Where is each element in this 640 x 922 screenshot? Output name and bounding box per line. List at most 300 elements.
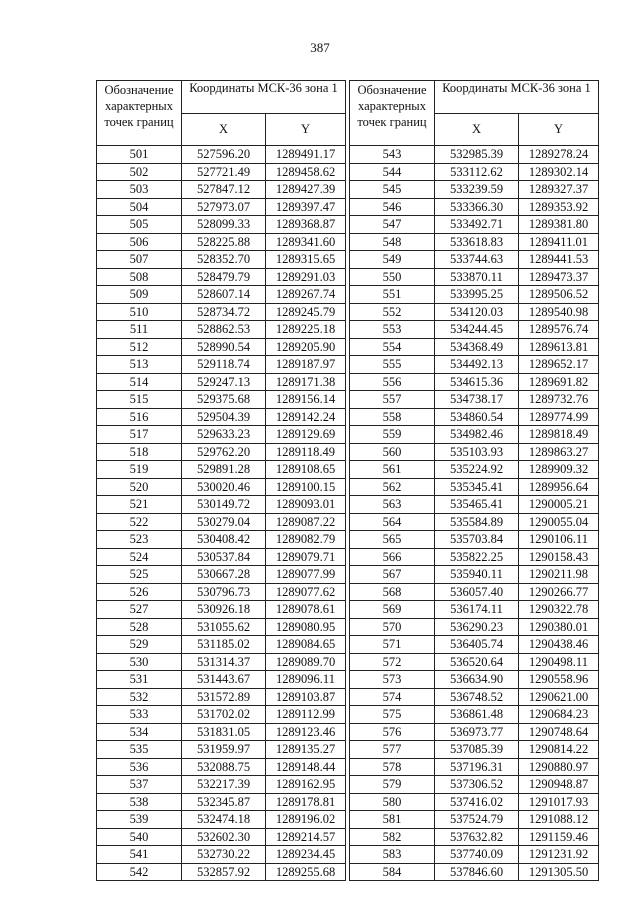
y-coordinate-cell: 1289089.70: [266, 653, 346, 671]
x-coordinate-cell: 535584.89: [435, 513, 519, 531]
x-coordinate-cell: 530926.18: [182, 601, 266, 619]
y-coordinate-cell: 1289118.49: [266, 443, 346, 461]
point-number-cell: 564: [350, 513, 435, 531]
y-coordinate-cell: 1289473.37: [519, 268, 599, 286]
x-coordinate-cell: 537196.31: [435, 758, 519, 776]
point-number-cell: 509: [97, 286, 182, 304]
table-row: [350, 583, 599, 601]
point-number-cell: 528: [97, 618, 182, 636]
x-coordinate-cell: 527973.07: [182, 198, 266, 216]
point-number-cell: 530: [97, 653, 182, 671]
table-row: [350, 811, 599, 829]
point-number-cell: 574: [350, 688, 435, 706]
table-row: [97, 216, 346, 234]
y-coordinate-cell: 1289100.15: [266, 478, 346, 496]
point-number-cell: 545: [350, 181, 435, 199]
y-coordinate-cell: 1290684.23: [519, 706, 599, 724]
x-coordinate-cell: 535345.41: [435, 478, 519, 496]
y-coordinate-cell: 1289084.65: [266, 636, 346, 654]
table-row: [97, 793, 346, 811]
table-row: [350, 653, 599, 671]
y-coordinate-cell: 1289540.98: [519, 303, 599, 321]
table-row: [97, 758, 346, 776]
x-coordinate-cell: 529375.68: [182, 391, 266, 409]
x-coordinate-cell: 532088.75: [182, 758, 266, 776]
table-row: [97, 443, 346, 461]
y-coordinate-cell: 1289148.44: [266, 758, 346, 776]
x-coordinate-cell: 531702.02: [182, 706, 266, 724]
point-label-header: Обозначение характерных точек границ: [350, 81, 435, 146]
point-number-cell: 519: [97, 461, 182, 479]
x-coordinate-cell: 528352.70: [182, 251, 266, 269]
y-coordinate-cell: 1289112.99: [266, 706, 346, 724]
table-row: [350, 251, 599, 269]
table-row: [97, 303, 346, 321]
x-coordinate-cell: 530796.73: [182, 583, 266, 601]
point-number-cell: 565: [350, 531, 435, 549]
table-row: [97, 356, 346, 374]
table-row: [350, 181, 599, 199]
table-row: [97, 408, 346, 426]
point-number-cell: 546: [350, 198, 435, 216]
point-number-cell: 580: [350, 793, 435, 811]
x-coordinate-cell: 537085.39: [435, 741, 519, 759]
table-row: [97, 583, 346, 601]
point-number-cell: 548: [350, 233, 435, 251]
point-number-cell: 508: [97, 268, 182, 286]
x-coordinate-cell: 531314.37: [182, 653, 266, 671]
y-coordinate-cell: 1289909.32: [519, 461, 599, 479]
point-number-cell: 562: [350, 478, 435, 496]
x-coordinate-cell: 532345.87: [182, 793, 266, 811]
x-coordinate-cell: 534244.45: [435, 321, 519, 339]
table-row: [97, 811, 346, 829]
coords-group-header: Координаты МСК-36 зона 1: [435, 81, 599, 114]
x-coordinate-cell: 536520.64: [435, 653, 519, 671]
y-coordinate-cell: 1289196.02: [266, 811, 346, 829]
table-row: [97, 146, 346, 164]
x-coordinate-cell: 534120.03: [435, 303, 519, 321]
point-number-cell: 529: [97, 636, 182, 654]
point-number-cell: 514: [97, 373, 182, 391]
x-coordinate-cell: 535103.93: [435, 443, 519, 461]
x-coordinate-cell: 531572.89: [182, 688, 266, 706]
point-number-cell: 560: [350, 443, 435, 461]
y-coordinate-cell: 1290055.04: [519, 513, 599, 531]
point-number-cell: 579: [350, 776, 435, 794]
y-coordinate-cell: 1289178.81: [266, 793, 346, 811]
x-coordinate-cell: 533239.59: [435, 181, 519, 199]
table-row: [350, 286, 599, 304]
point-number-cell: 573: [350, 671, 435, 689]
table-row: [97, 863, 346, 881]
y-coordinate-cell: 1289245.79: [266, 303, 346, 321]
y-column-header: Y: [519, 114, 599, 146]
point-number-cell: 507: [97, 251, 182, 269]
table-row: [350, 741, 599, 759]
x-coordinate-cell: 528479.79: [182, 268, 266, 286]
y-coordinate-cell: 1289732.76: [519, 391, 599, 409]
table-row: [350, 146, 599, 164]
y-coordinate-cell: 1290438.46: [519, 636, 599, 654]
x-coordinate-cell: 537846.60: [435, 863, 519, 881]
x-coordinate-cell: 528990.54: [182, 338, 266, 356]
y-coordinate-cell: 1290880.97: [519, 758, 599, 776]
x-coordinate-cell: 536748.52: [435, 688, 519, 706]
table-row: [350, 391, 599, 409]
table-row: [97, 496, 346, 514]
point-number-cell: 556: [350, 373, 435, 391]
x-coordinate-cell: 536973.77: [435, 723, 519, 741]
y-coordinate-cell: 1290380.01: [519, 618, 599, 636]
y-coordinate-cell: 1291017.93: [519, 793, 599, 811]
point-number-cell: 555: [350, 356, 435, 374]
x-coordinate-cell: 532602.30: [182, 828, 266, 846]
y-coordinate-cell: 1289441.53: [519, 251, 599, 269]
x-coordinate-cell: 535940.11: [435, 566, 519, 584]
table-row: [350, 706, 599, 724]
y-coordinate-cell: 1289108.65: [266, 461, 346, 479]
y-coordinate-cell: 1289458.62: [266, 163, 346, 181]
point-number-cell: 582: [350, 828, 435, 846]
point-number-cell: 539: [97, 811, 182, 829]
point-number-cell: 531: [97, 671, 182, 689]
table-row: [350, 688, 599, 706]
point-number-cell: 518: [97, 443, 182, 461]
table-row: [97, 461, 346, 479]
point-number-cell: 517: [97, 426, 182, 444]
x-coordinate-cell: 533870.11: [435, 268, 519, 286]
table-row: [97, 513, 346, 531]
table-row: [350, 548, 599, 566]
point-number-cell: 540: [97, 828, 182, 846]
table-row: [97, 268, 346, 286]
table-row: [97, 828, 346, 846]
table-row: [350, 321, 599, 339]
point-number-cell: 535: [97, 741, 182, 759]
y-coordinate-cell: 1289162.95: [266, 776, 346, 794]
y-coordinate-cell: 1290005.21: [519, 496, 599, 514]
table-row: [97, 846, 346, 864]
table-row: [350, 198, 599, 216]
table-row: [97, 181, 346, 199]
point-number-cell: 583: [350, 846, 435, 864]
x-coordinate-cell: 530408.42: [182, 531, 266, 549]
point-number-cell: 543: [350, 146, 435, 164]
table-row: [97, 706, 346, 724]
table-row: [97, 163, 346, 181]
y-coordinate-cell: 1291088.12: [519, 811, 599, 829]
y-coordinate-cell: 1289156.14: [266, 391, 346, 409]
y-coordinate-cell: 1289129.69: [266, 426, 346, 444]
y-coordinate-cell: 1289135.27: [266, 741, 346, 759]
point-number-cell: 538: [97, 793, 182, 811]
point-number-cell: 541: [97, 846, 182, 864]
table-row: [350, 303, 599, 321]
point-number-cell: 577: [350, 741, 435, 759]
x-coordinate-cell: 531055.62: [182, 618, 266, 636]
point-number-cell: 550: [350, 268, 435, 286]
table-row: [350, 531, 599, 549]
table-row: [97, 601, 346, 619]
table-row: [350, 863, 599, 881]
x-coordinate-cell: 533492.71: [435, 216, 519, 234]
y-coordinate-cell: 1289818.49: [519, 426, 599, 444]
table-row: [350, 636, 599, 654]
point-number-cell: 572: [350, 653, 435, 671]
y-coordinate-cell: 1289077.62: [266, 583, 346, 601]
table-row: [350, 478, 599, 496]
x-coordinate-cell: 529247.13: [182, 373, 266, 391]
x-coordinate-cell: 530279.04: [182, 513, 266, 531]
x-coordinate-cell: 533995.25: [435, 286, 519, 304]
table-row: [97, 566, 346, 584]
table-row: [350, 356, 599, 374]
point-number-cell: 513: [97, 356, 182, 374]
x-coordinate-cell: 532217.39: [182, 776, 266, 794]
x-coordinate-cell: 527847.12: [182, 181, 266, 199]
x-coordinate-cell: 528099.33: [182, 216, 266, 234]
y-coordinate-cell: 1290266.77: [519, 583, 599, 601]
x-coordinate-cell: 537740.09: [435, 846, 519, 864]
x-coordinate-cell: 536861.48: [435, 706, 519, 724]
point-number-cell: 542: [97, 863, 182, 881]
x-coordinate-cell: 536290.23: [435, 618, 519, 636]
table-row: [350, 793, 599, 811]
point-number-cell: 501: [97, 146, 182, 164]
x-coordinate-cell: 533112.62: [435, 163, 519, 181]
table-row: [97, 618, 346, 636]
x-coordinate-cell: 534368.49: [435, 338, 519, 356]
y-coordinate-cell: 1291159.46: [519, 828, 599, 846]
point-number-cell: 549: [350, 251, 435, 269]
x-coordinate-cell: 535822.25: [435, 548, 519, 566]
point-label-header: Обозначение характерных точек границ: [97, 81, 182, 146]
x-coordinate-cell: 535224.92: [435, 461, 519, 479]
x-coordinate-cell: 537416.02: [435, 793, 519, 811]
y-coordinate-cell: 1289103.87: [266, 688, 346, 706]
table-row: [350, 758, 599, 776]
y-coordinate-cell: 1289353.92: [519, 198, 599, 216]
table-row: [97, 723, 346, 741]
table-row: [97, 531, 346, 549]
x-coordinate-cell: 531185.02: [182, 636, 266, 654]
y-coordinate-cell: 1289691.82: [519, 373, 599, 391]
point-number-cell: 527: [97, 601, 182, 619]
table-row: [350, 163, 599, 181]
x-coordinate-cell: 529891.28: [182, 461, 266, 479]
table-row: [350, 828, 599, 846]
table-row: [97, 776, 346, 794]
point-number-cell: 526: [97, 583, 182, 601]
point-number-cell: 532: [97, 688, 182, 706]
x-coordinate-cell: 537632.82: [435, 828, 519, 846]
y-coordinate-cell: 1289255.68: [266, 863, 346, 881]
table-row: [97, 688, 346, 706]
y-coordinate-cell: 1289774.99: [519, 408, 599, 426]
y-coordinate-cell: 1290748.64: [519, 723, 599, 741]
point-number-cell: 503: [97, 181, 182, 199]
point-number-cell: 502: [97, 163, 182, 181]
x-coordinate-cell: 536174.11: [435, 601, 519, 619]
y-coordinate-cell: 1289096.11: [266, 671, 346, 689]
point-number-cell: 523: [97, 531, 182, 549]
table-row: [350, 513, 599, 531]
x-coordinate-cell: 533366.30: [435, 198, 519, 216]
y-coordinate-cell: 1289079.71: [266, 548, 346, 566]
table-row: [97, 636, 346, 654]
x-coordinate-cell: 534738.17: [435, 391, 519, 409]
y-coordinate-cell: 1289080.95: [266, 618, 346, 636]
y-coordinate-cell: 1289093.01: [266, 496, 346, 514]
y-column-header: Y: [266, 114, 346, 146]
table-row: [97, 321, 346, 339]
point-number-cell: 557: [350, 391, 435, 409]
x-coordinate-cell: 536057.40: [435, 583, 519, 601]
x-column-header: X: [435, 114, 519, 146]
y-coordinate-cell: 1289077.99: [266, 566, 346, 584]
point-number-cell: 536: [97, 758, 182, 776]
point-number-cell: 570: [350, 618, 435, 636]
table-row: [350, 426, 599, 444]
coordinates-table-left: [96, 80, 346, 881]
y-coordinate-cell: 1289576.74: [519, 321, 599, 339]
y-coordinate-cell: 1289225.18: [266, 321, 346, 339]
table-row: [350, 216, 599, 234]
point-number-cell: 578: [350, 758, 435, 776]
x-column-header: X: [182, 114, 266, 146]
x-coordinate-cell: 537524.79: [435, 811, 519, 829]
y-coordinate-cell: 1290498.11: [519, 653, 599, 671]
y-coordinate-cell: 1290948.87: [519, 776, 599, 794]
table-body: [97, 146, 346, 881]
point-number-cell: 552: [350, 303, 435, 321]
point-number-cell: 506: [97, 233, 182, 251]
table-row: [350, 566, 599, 584]
y-coordinate-cell: 1290211.98: [519, 566, 599, 584]
point-number-cell: 522: [97, 513, 182, 531]
point-number-cell: 568: [350, 583, 435, 601]
x-coordinate-cell: 534615.36: [435, 373, 519, 391]
y-coordinate-cell: 1289142.24: [266, 408, 346, 426]
point-number-cell: 569: [350, 601, 435, 619]
point-number-cell: 512: [97, 338, 182, 356]
x-coordinate-cell: 535465.41: [435, 496, 519, 514]
x-coordinate-cell: 533618.83: [435, 233, 519, 251]
x-coordinate-cell: 534860.54: [435, 408, 519, 426]
point-number-cell: 547: [350, 216, 435, 234]
table-row: [97, 653, 346, 671]
table-row: [97, 391, 346, 409]
y-coordinate-cell: 1289397.47: [266, 198, 346, 216]
table-row: [97, 198, 346, 216]
point-number-cell: 537: [97, 776, 182, 794]
y-coordinate-cell: 1290158.43: [519, 548, 599, 566]
table-row: [97, 373, 346, 391]
x-coordinate-cell: 531443.67: [182, 671, 266, 689]
coords-group-header: Координаты МСК-36 зона 1: [182, 81, 346, 114]
x-coordinate-cell: 530667.28: [182, 566, 266, 584]
table-row: [350, 671, 599, 689]
table-row: [350, 268, 599, 286]
point-number-cell: 511: [97, 321, 182, 339]
y-coordinate-cell: 1289087.22: [266, 513, 346, 531]
y-coordinate-cell: 1291231.92: [519, 846, 599, 864]
y-coordinate-cell: 1289123.46: [266, 723, 346, 741]
x-coordinate-cell: 528607.14: [182, 286, 266, 304]
table-row: [97, 251, 346, 269]
point-number-cell: 525: [97, 566, 182, 584]
y-coordinate-cell: 1289214.57: [266, 828, 346, 846]
y-coordinate-cell: 1289267.74: [266, 286, 346, 304]
point-number-cell: 553: [350, 321, 435, 339]
point-number-cell: 515: [97, 391, 182, 409]
point-number-cell: 504: [97, 198, 182, 216]
point-number-cell: 505: [97, 216, 182, 234]
point-number-cell: 571: [350, 636, 435, 654]
y-coordinate-cell: 1291305.50: [519, 863, 599, 881]
table-row: [350, 618, 599, 636]
table-row: [97, 741, 346, 759]
x-coordinate-cell: 531831.05: [182, 723, 266, 741]
table-row: [97, 286, 346, 304]
point-number-cell: 524: [97, 548, 182, 566]
x-coordinate-cell: 530149.72: [182, 496, 266, 514]
y-coordinate-cell: 1289082.79: [266, 531, 346, 549]
y-coordinate-cell: 1289491.17: [266, 146, 346, 164]
y-coordinate-cell: 1289302.14: [519, 163, 599, 181]
y-coordinate-cell: 1289427.39: [266, 181, 346, 199]
x-coordinate-cell: 535703.84: [435, 531, 519, 549]
y-coordinate-cell: 1289411.01: [519, 233, 599, 251]
y-coordinate-cell: 1290814.22: [519, 741, 599, 759]
table-row: [97, 338, 346, 356]
point-number-cell: 559: [350, 426, 435, 444]
point-number-cell: 561: [350, 461, 435, 479]
y-coordinate-cell: 1290322.78: [519, 601, 599, 619]
table-row: [350, 408, 599, 426]
point-number-cell: 563: [350, 496, 435, 514]
x-coordinate-cell: 532857.92: [182, 863, 266, 881]
x-coordinate-cell: 527721.49: [182, 163, 266, 181]
y-coordinate-cell: 1289315.65: [266, 251, 346, 269]
point-number-cell: 551: [350, 286, 435, 304]
x-coordinate-cell: 527596.20: [182, 146, 266, 164]
table-row: [350, 443, 599, 461]
y-coordinate-cell: 1289205.90: [266, 338, 346, 356]
x-coordinate-cell: 537306.52: [435, 776, 519, 794]
x-coordinate-cell: 529504.39: [182, 408, 266, 426]
x-coordinate-cell: 528734.72: [182, 303, 266, 321]
y-coordinate-cell: 1289171.38: [266, 373, 346, 391]
x-coordinate-cell: 532474.18: [182, 811, 266, 829]
table-row: [350, 373, 599, 391]
x-coordinate-cell: 529633.23: [182, 426, 266, 444]
y-coordinate-cell: 1289234.45: [266, 846, 346, 864]
point-number-cell: 576: [350, 723, 435, 741]
x-coordinate-cell: 530537.84: [182, 548, 266, 566]
table-row: [350, 496, 599, 514]
x-coordinate-cell: 534492.13: [435, 356, 519, 374]
y-coordinate-cell: 1289613.81: [519, 338, 599, 356]
table-row: [97, 548, 346, 566]
y-coordinate-cell: 1289956.64: [519, 478, 599, 496]
point-number-cell: 575: [350, 706, 435, 724]
x-coordinate-cell: 528862.53: [182, 321, 266, 339]
y-coordinate-cell: 1289506.52: [519, 286, 599, 304]
table-row: [350, 233, 599, 251]
point-number-cell: 534: [97, 723, 182, 741]
